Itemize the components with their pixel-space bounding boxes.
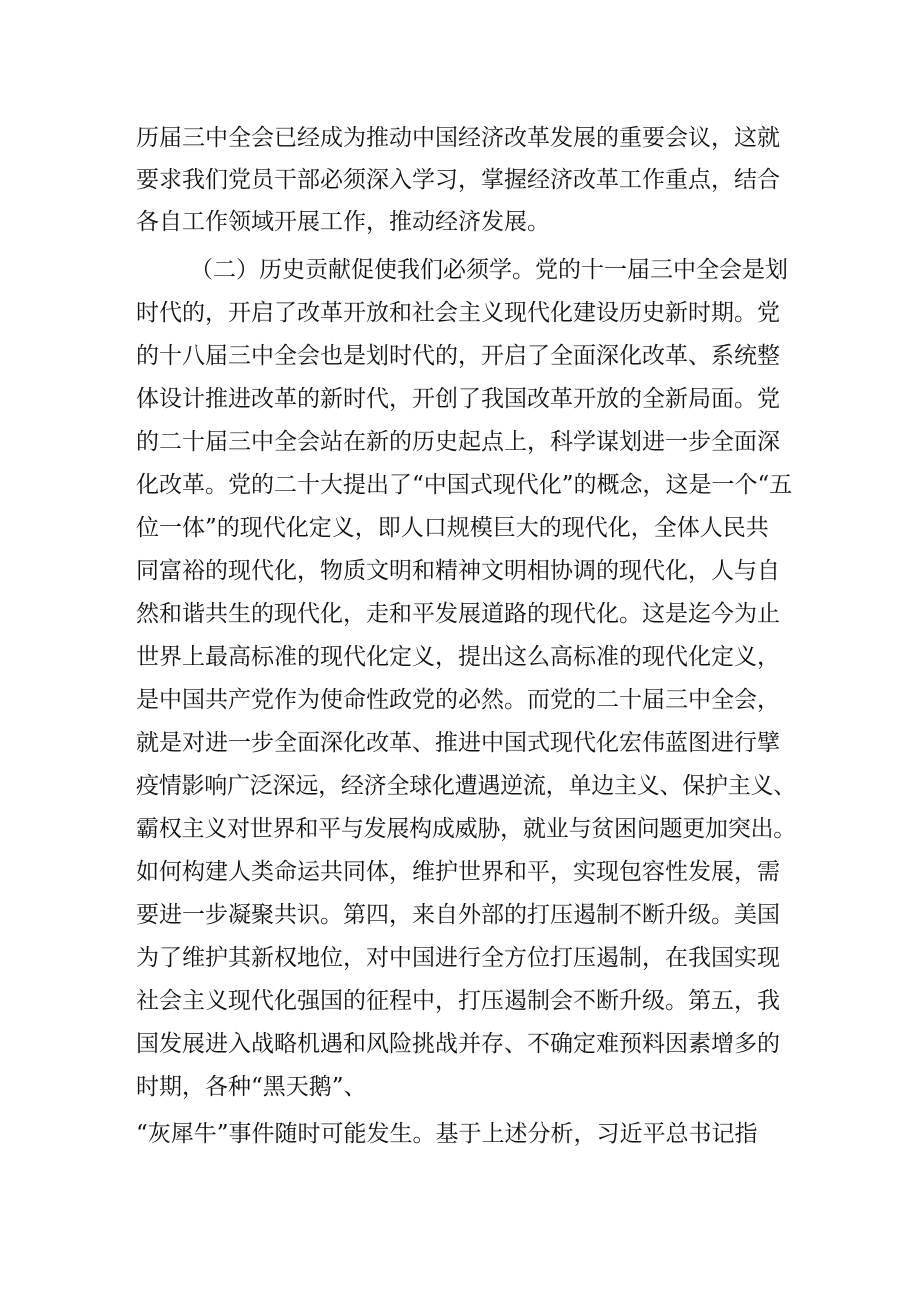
text-line: 要求我们党员干部必须深入学习，掌握经济改革工作重点，结合 [136, 167, 780, 193]
text-line: 就是对进一步全面深化改革、推进中国式现代化宏伟蓝图进行擘 [136, 730, 780, 756]
text-line: “灰犀牛”事件随时可能发生。基于上述分析，习近平总书记指 [136, 1121, 758, 1147]
paragraph-start-line: （二）历史贡献促使我们必须学。党的十一届三中全会是划 [190, 257, 788, 283]
text-line: 如何构建人类命运共同体，维护世界和平，实现包容性发展，需 [136, 859, 780, 885]
text-line: 国发展进入战略机遇和风险挑战并存、不确定难预料因素增多的 [136, 1031, 780, 1057]
text-line: 各自工作领域开展工作，推动经济发展。 [136, 209, 550, 235]
text-line: 为了维护其新权地位，对中国进行全方位打压遏制，在我国实现 [136, 945, 780, 971]
text-line: 是中国共产党作为使命性政党的必然。而党的二十届三中全会， [136, 687, 780, 713]
text-line: 同富裕的现代化，物质文明和精神文明相协调的现代化，人与自 [136, 558, 780, 584]
text-line: 化改革。党的二十大提出了“中国式现代化”的概念，这是一个“五 [136, 472, 793, 498]
text-line: 的十八届三中全会也是划时代的，开启了全面深化改革、系统整 [136, 343, 780, 369]
text-line: 时期，各种“黑天鹅”、 [136, 1074, 367, 1100]
text-line: 位一体”的现代化定义，即人口规模巨大的现代化，全体人民共 [136, 515, 769, 541]
text-line: 体设计推进改革的新时代，开创了我国改革开放的全新局面。党 [136, 386, 780, 412]
text-line: 要进一步凝聚共识。第四，来自外部的打压遏制不断升级。美国 [136, 902, 780, 928]
text-line: 的二十届三中全会站在新的历史起点上，科学谋划进一步全面深 [136, 429, 780, 455]
text-line: 世界上最高标准的现代化定义，提出这么高标准的现代化定义， [136, 644, 780, 670]
text-line: 社会主义现代化强国的征程中，打压遏制会不断升级。第五，我 [136, 988, 780, 1014]
text-line: 然和谐共生的现代化，走和平发展道路的现代化。这是迄今为止 [136, 601, 780, 627]
text-line: 时代的，开启了改革开放和社会主义现代化建设历史新时期。党 [136, 300, 780, 326]
text-line: 霸权主义对世界和平与发展构成威胁，就业与贫困问题更加突出。 [136, 816, 797, 842]
text-line: 历届三中全会已经成为推动中国经济改革发展的重要会议，这就 [136, 125, 780, 151]
text-line: 疫情影响广泛深远，经济全球化遭遇逆流，单边主义、保护主义、 [136, 773, 797, 799]
